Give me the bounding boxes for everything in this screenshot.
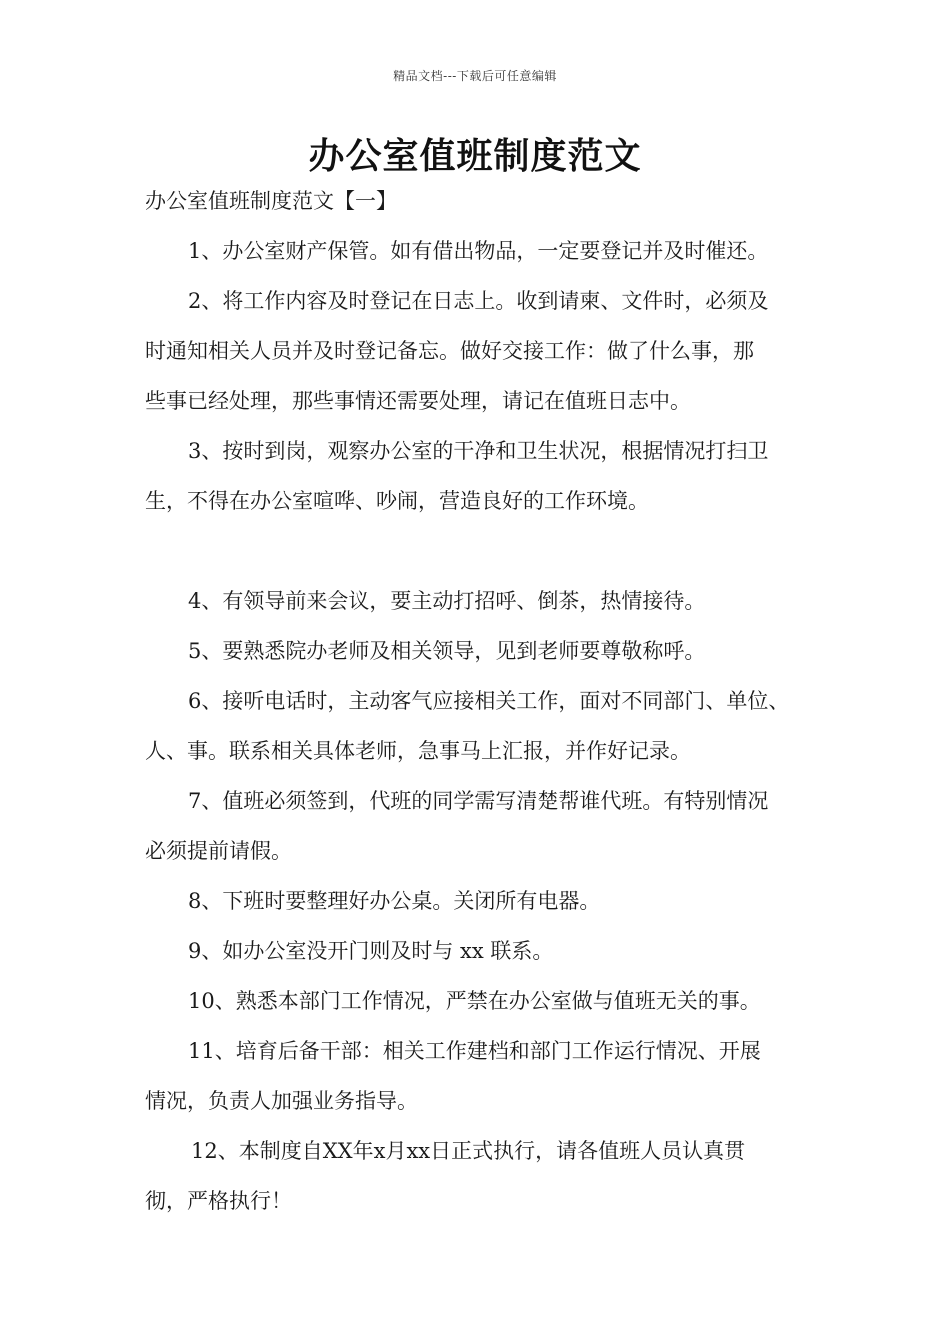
rule-6-line-2: 人、事。联系相关具体老师，急事马上汇报，并作好记录。 [145, 739, 691, 763]
rule-8-line-1: 8、下班时要整理好办公桌。关闭所有电器。 [188, 889, 601, 913]
rule-2-line-2: 时通知相关人员并及时登记备忘。做好交接工作：做了什么事，那 [145, 339, 754, 363]
rule-7-line-1: 7、值班必须签到，代班的同学需写清楚帮谁代班。有特别情况 [188, 789, 769, 813]
rule-6-line-1: 6、接听电话时，主动客气应接相关工作，面对不同部门、单位、 [188, 689, 790, 713]
rule-11-line-1: 11、培育后备干部：相关工作建档和部门工作运行情况、开展 [188, 1039, 761, 1063]
rule-5-line-1: 5、要熟悉院办老师及相关领导，见到老师要尊敬称呼。 [188, 639, 706, 663]
section-heading: 办公室值班制度范文【一】 [145, 189, 397, 213]
rule-11-line-2: 情况，负责人加强业务指导。 [145, 1089, 418, 1113]
rule-7-line-2: 必须提前请假。 [145, 839, 292, 863]
header-note: 精品文档---下载后可任意编辑 [393, 69, 557, 83]
rule-10-line-1: 10、熟悉本部门工作情况，严禁在办公室做与值班无关的事。 [188, 989, 761, 1013]
rule-3-line-2: 生，不得在办公室喧哗、吵闹，营造良好的工作环境。 [145, 489, 649, 513]
rule-12-line-1: 12、本制度自XX年x月xx日正式执行，请各值班人员认真贯 [191, 1139, 746, 1163]
rule-4-line-1: 4、有领导前来会议，要主动打招呼、倒茶，热情接待。 [188, 589, 706, 613]
rule-2-line-1: 2、将工作内容及时登记在日志上。收到请柬、文件时，必须及 [188, 289, 769, 313]
rule-3-line-1: 3、按时到岗，观察办公室的干净和卫生状况，根据情况打扫卫 [188, 439, 769, 463]
document-title: 办公室值班制度范文 [308, 135, 642, 177]
rule-2-line-3: 些事已经处理，那些事情还需要处理，请记在值班日志中。 [145, 389, 691, 413]
rule-9-line-1: 9、如办公室没开门则及时与 xx 联系。 [188, 939, 554, 963]
rule-12-line-2: 彻，严格执行！ [145, 1189, 292, 1213]
rule-1-line-1: 1、办公室财产保管。如有借出物品，一定要登记并及时催还。 [188, 239, 769, 263]
